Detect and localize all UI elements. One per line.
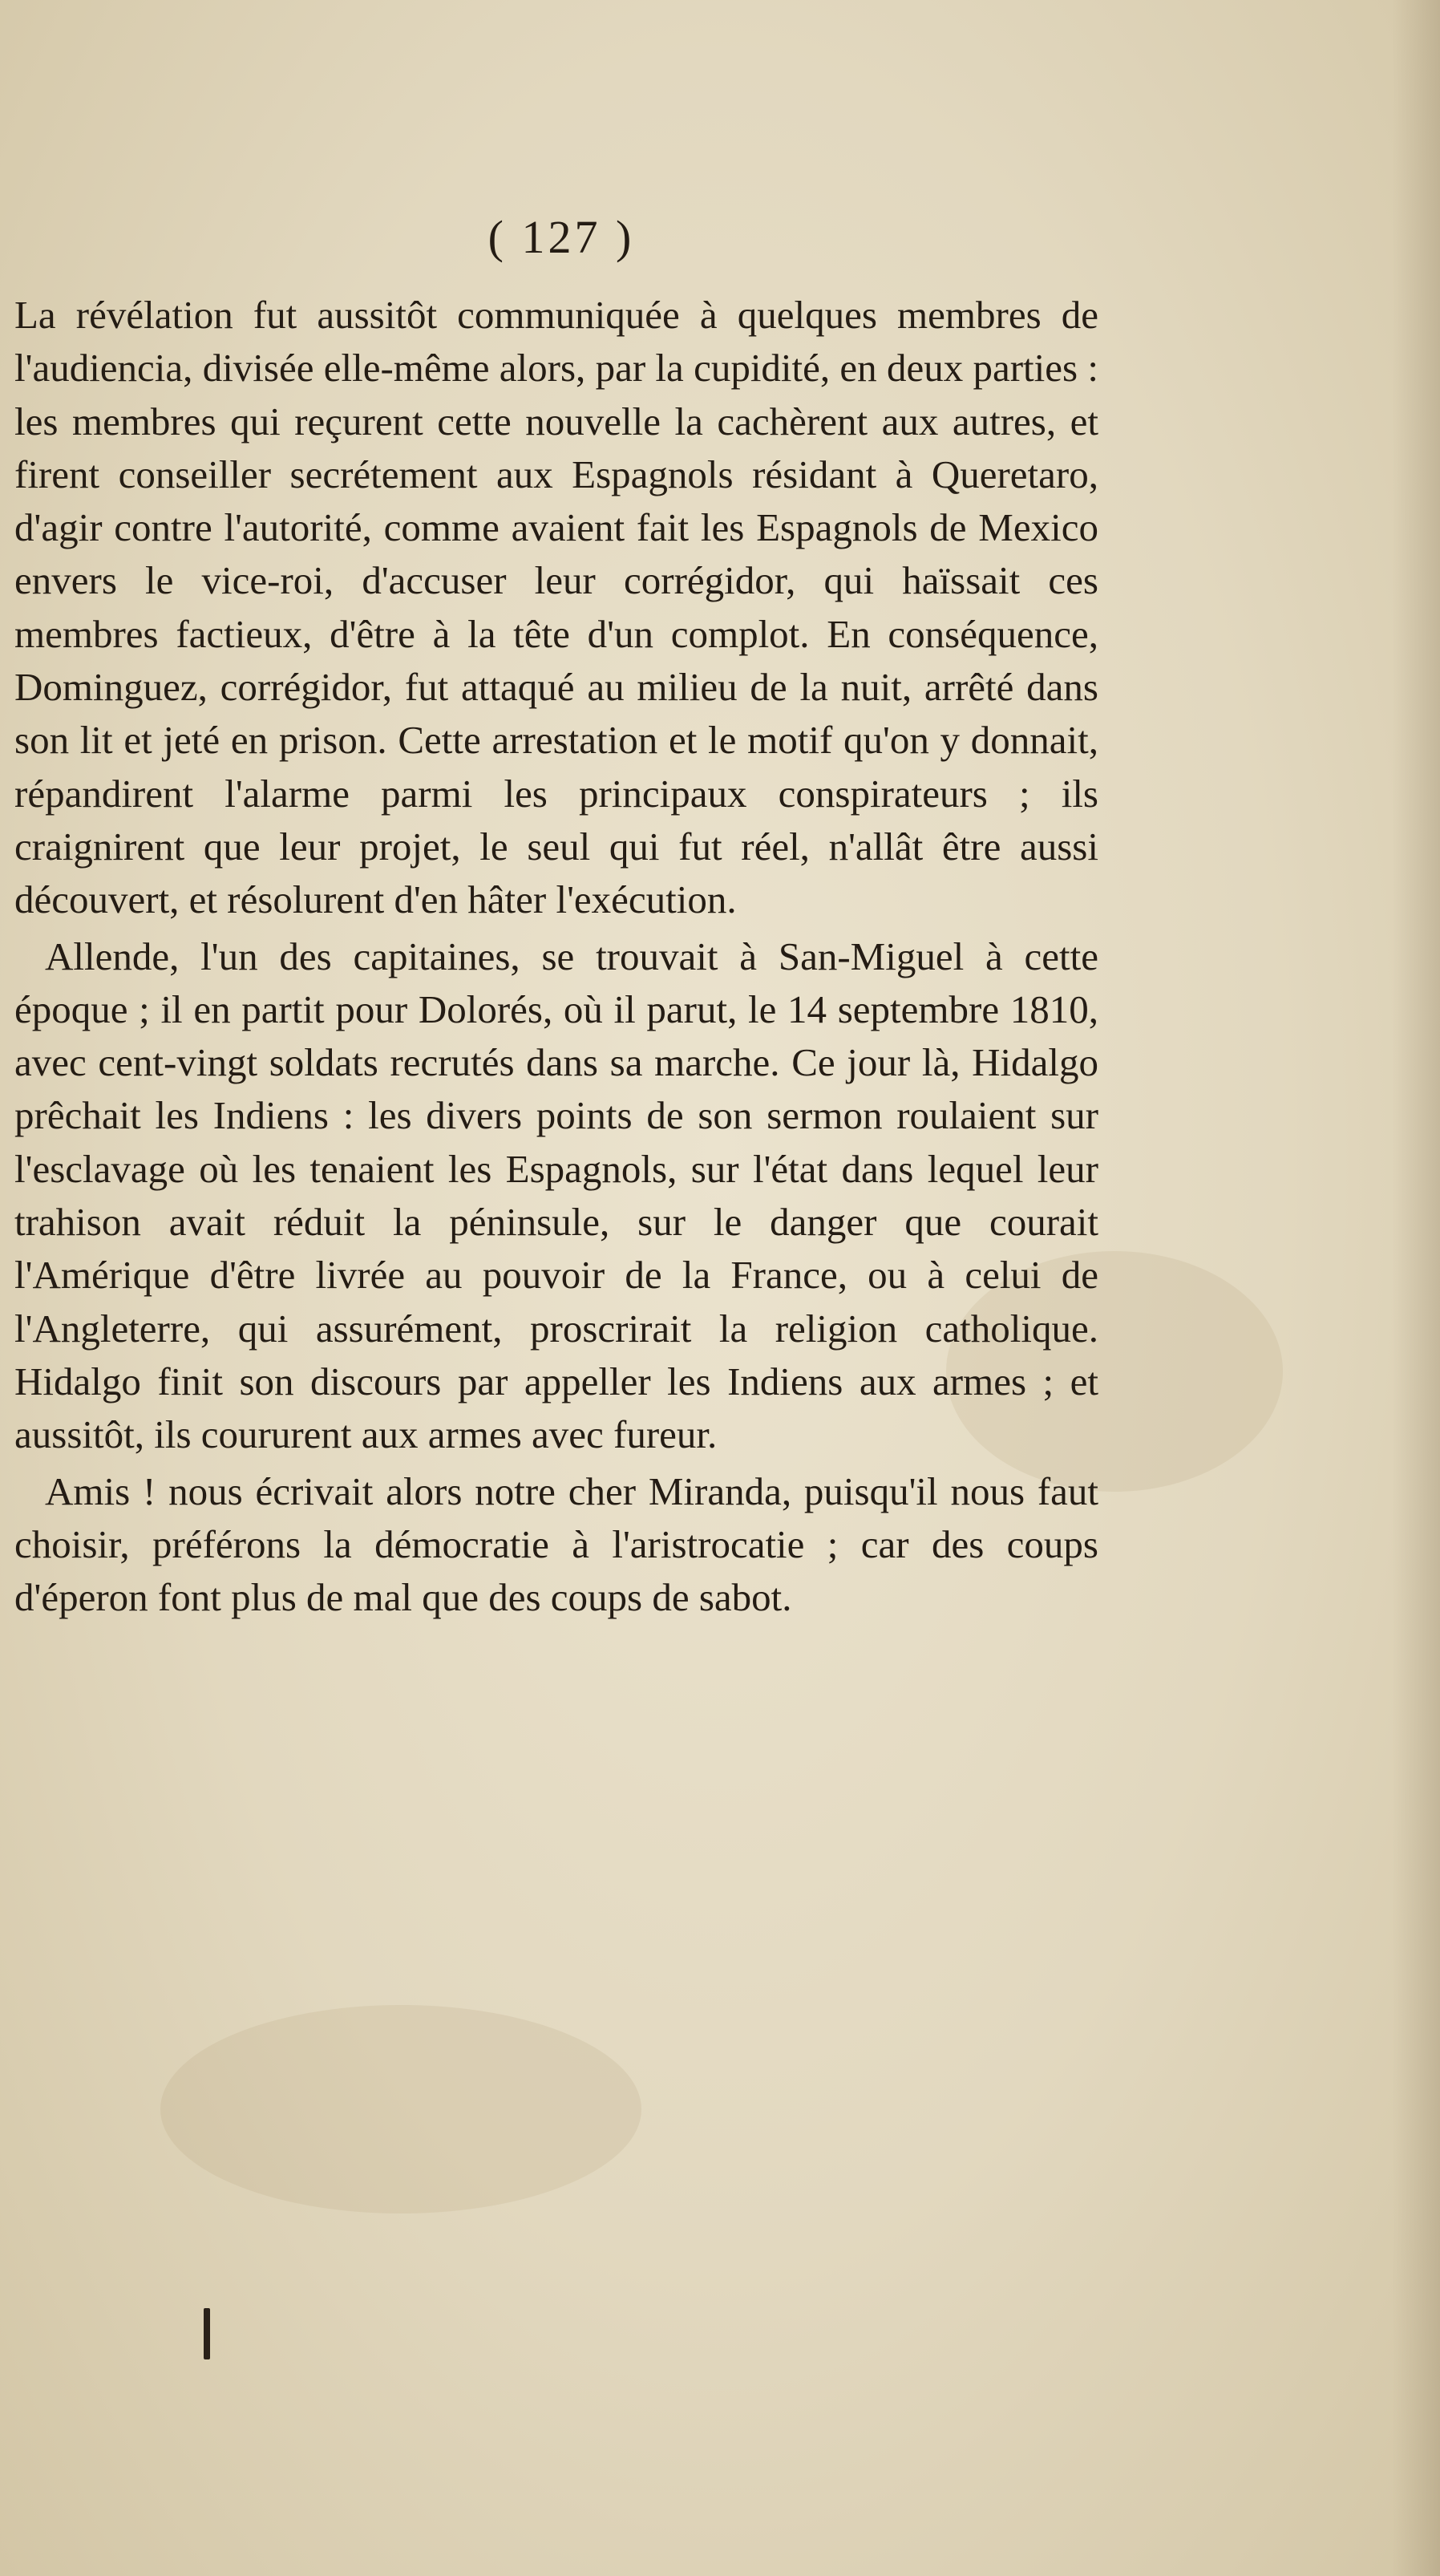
paragraph-3: Amis ! nous écrivait alors notre cher Miranda, puisqu'il nous faut choisir, préférons la démocratie à l'aristrocatie ; car des coups d'éperon font plus de mal que des coups de sabot. [14,1468,1098,1620]
paragraph-1: La révélation fut aussitôt communiquée à quelques membres de l'audiencia, divisée elle-même alors, par la cupidité, en deux parties : les membres qui reçurent cette nouvelle la cachèrent aux autres, et firent conseiller secrétement aux Espagnols résidant à Queretaro, d'agir contre l'autorité, comme avaient fait les Espagnols de Mexico envers le vice-roi, d'accuser leur corrégidor, qui haïssait ces membres factieux, d'être à la tête d'un complot. En conséquence, Dominguez, corrégidor, fut attaqué au milieu de la nuit, arrêté dans son lit et jeté en prison. Cette arrestation et le motif qu'on y donnait, répandirent l'alarme parmi les principaux conspirateurs ; ils craignirent que leur projet, le seul qui fut réel, n'allât être aussi découvert, et résolurent d'en hâter l'exécution. [14,293,1098,922]
paragraph-2: Allende, l'un des capitaines, se trouvait à San-Miguel à cette époque ; il en partit pour Dolorés, où il parut, le 14 septembre 1810, avec cent-vingt soldats recrutés dans sa marche. Ce jour là, Hidalgo prêchait les Indiens : les divers points de son sermon roulaient sur l'esclavage où les tenaient les Espagnols, sur l'état dans lequel leur trahison avait réduit la péninsule, sur le danger que courait l'Amérique d'être livrée au pouvoir de la France, ou à celui de l'Angleterre, qui assurément, proscrirait la religion catholique. Hidalgo finit son discours par appeller les Indiens aux armes ; et aussitôt, ils coururent aux armes avec fureur. [14,934,1098,1457]
paper-stain [160,2005,641,2213]
body-text [14,289,1098,1624]
ink-mark [204,2308,210,2359]
page-number: ( 127 ) [487,211,635,263]
page-edge-shadow [1392,0,1440,2576]
